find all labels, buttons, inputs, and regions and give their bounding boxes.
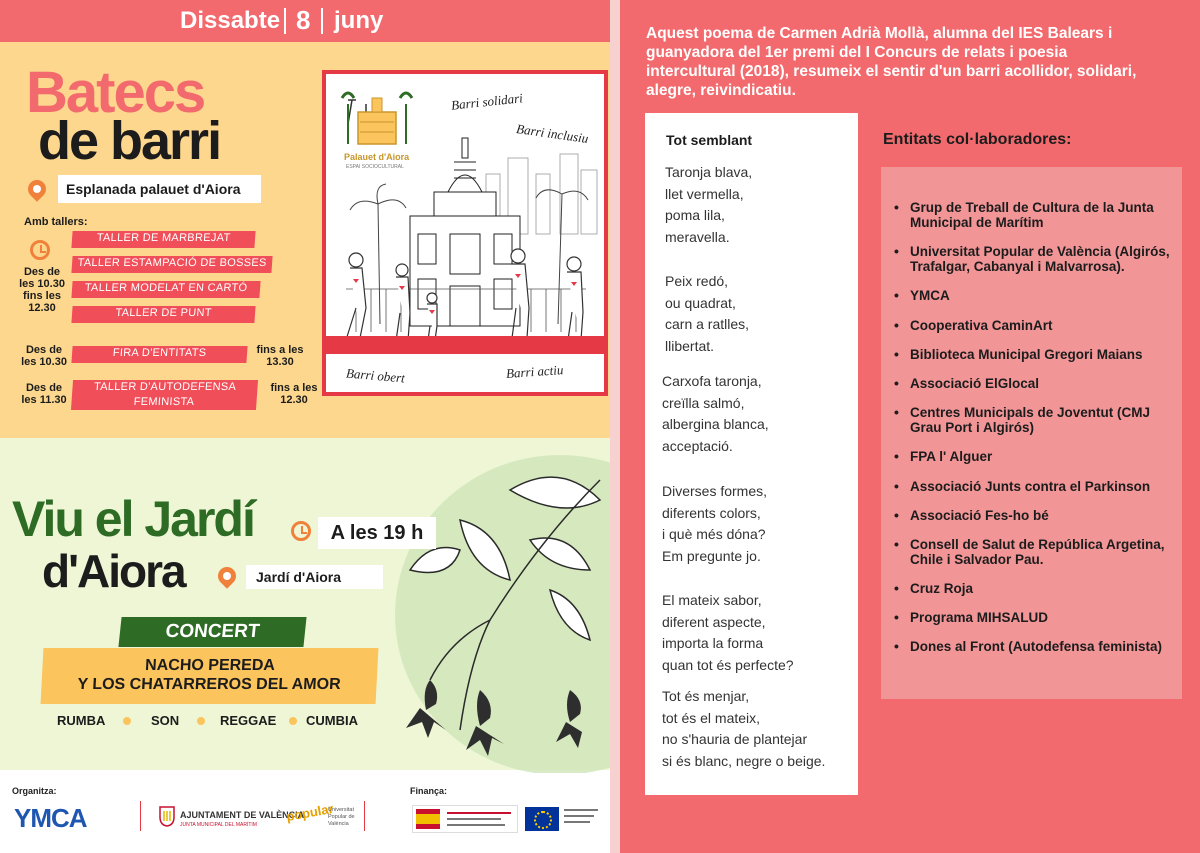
leaf — [510, 477, 600, 508]
poem-line: carn a ratlles, — [665, 316, 750, 332]
date-separator — [284, 8, 286, 34]
entity-item: • Centres Municipals de Joventut (CMJ Grau Port i Algirós) — [893, 405, 1178, 435]
poem-line: acceptació. — [662, 437, 733, 454]
ajuntament-logo: AJUNTAMENT DE VALÈNCIA — [180, 810, 305, 820]
poem-line: Carxofa taronja, — [662, 373, 762, 389]
coat-of-arms-icon — [158, 805, 176, 827]
entity-item: • FPA l' Alguer — [893, 449, 1178, 464]
event2-title-line1: Viu el Jardí — [12, 491, 254, 547]
eu-flag-icon — [525, 807, 559, 831]
caption-actiu: Barri actiu — [505, 362, 564, 381]
fuchsia-blossoms — [406, 680, 582, 756]
palauet-illustration — [322, 70, 608, 396]
genre-son: SON — [151, 713, 180, 728]
caption-obert: Barri obert — [345, 365, 406, 386]
event1-title-line1: Batecs — [26, 60, 205, 125]
entity-item: • Grup de Treball de Cultura de la Junta Municipal de Marítim — [893, 200, 1178, 230]
entity-item: • Programa MIHSALUD — [893, 610, 1178, 625]
leaf — [460, 520, 510, 580]
event2-time: A les 19 h — [318, 517, 436, 549]
logo-name: Palauet d'Aiora — [344, 152, 410, 162]
genre-dot — [289, 717, 297, 725]
poem-line: i què més dóna? — [662, 526, 766, 542]
genre-cumbia: CUMBIA — [306, 713, 358, 728]
fair-end-time: fins a les 13.30 — [256, 344, 304, 368]
genre-reggae: REGGAE — [220, 713, 277, 728]
eu-text — [564, 809, 598, 811]
fuchsia-flower-drawing — [390, 460, 610, 770]
poem-line: Em pregunte jo. — [662, 547, 761, 564]
popular-logo: popular — [285, 800, 335, 825]
entity-item: • Associació Fes-ho bé — [893, 508, 1178, 523]
event2-title-line2: d'Aiora — [42, 545, 185, 597]
ministry-logo — [412, 805, 518, 833]
workshops-time: Des de les 10.30 fins les 12.30 — [19, 266, 65, 314]
logo-subtitle: ESPAI SOCIOCULTURAL — [346, 164, 404, 170]
poem-line: Taronja blava, — [665, 164, 753, 180]
genre-rumba: RUMBA — [57, 713, 106, 728]
caption-inclusiu: Barri inclusiu — [515, 121, 590, 146]
poem-line: Tot és menjar, — [662, 688, 750, 704]
selfdefense-end-time: fins a les 12.30 — [270, 382, 318, 406]
concert-label: CONCERT — [118, 617, 306, 647]
date-separator — [321, 8, 323, 34]
entity-item: • Cruz Roja — [893, 581, 1178, 596]
poem-title: Tot semblant — [666, 132, 753, 148]
stem — [430, 620, 490, 680]
fair-start-time: Des de les 10.30 — [21, 344, 67, 368]
page-divider — [610, 0, 620, 853]
poem-line: llibertat. — [665, 337, 715, 354]
sponsors-footer — [0, 773, 610, 853]
poem-line: poma lila, — [665, 207, 725, 223]
caption-solidari: Barri solidari — [450, 90, 524, 113]
entity-item: • Dones al Front (Autodefensa feminista) — [893, 639, 1178, 654]
poem-line: creïlla salmó, — [662, 394, 745, 411]
universitat-logo: Universitat Popular de València — [328, 807, 355, 827]
poem-line: Peix redó, — [665, 273, 729, 289]
workshop-item: TALLER ESTAMPACIÓ DE BOSSES — [71, 256, 272, 273]
entities-title: Entitats col·laboradores: — [883, 131, 1072, 148]
entity-item: • YMCA — [893, 288, 1178, 303]
workshop-item: TALLER DE PUNT — [71, 306, 255, 323]
entity-item: • Associació ElGlocal — [893, 376, 1178, 391]
poem-line: llet vermella, — [665, 185, 744, 202]
eu-text — [564, 815, 594, 817]
leaf — [550, 590, 590, 640]
eu-text — [564, 821, 590, 823]
divider — [364, 801, 365, 831]
finanza-label: Finança: — [410, 786, 448, 796]
poem-line: ou quadrat, — [665, 294, 736, 311]
red-stripe — [326, 336, 604, 354]
poem-line: si és blanc, negre o beige. — [662, 752, 826, 769]
poem-line: tot és el mateix, — [662, 709, 761, 726]
clock-icon — [291, 521, 311, 541]
selfdefense-start-time: Des de les 11.30 — [21, 382, 67, 406]
intro-text: Aquest poema de Carmen Adrià Mollà, alumna del IES Balears i guanyadora del 1er premi del I Concurs de relats i poesia intercultural (2018), resumeix el sentir d'un barri acollidor, solidari, alegre, reivindicatiu. — [646, 25, 1137, 99]
workshop-item: TALLER MODELAT EN CARTÓ — [71, 281, 260, 298]
leaf — [410, 548, 460, 573]
workshops-heading: Amb tallers: — [24, 216, 88, 228]
selfdefense-label: TALLER D'AUTODEFENSA FEMINISTA — [71, 380, 258, 410]
event1-location: Esplanada palauet d'Aiora — [58, 175, 261, 203]
entity-item: • Associació Junts contra el Parkinson — [893, 479, 1178, 494]
month: juny — [334, 7, 384, 34]
genre-dot — [123, 717, 131, 725]
organiza-label: Organitza: — [12, 786, 57, 796]
palauet-drawing — [326, 74, 604, 392]
date-bar — [0, 0, 610, 42]
entities-list — [893, 200, 1178, 669]
palauet-logo-icon — [342, 93, 412, 144]
poem-line: no s'hauria de plantejar — [662, 731, 808, 747]
event2-location: Jardí d'Aiora — [246, 565, 383, 589]
fair-label: FIRA D'ENTITATS — [71, 346, 247, 363]
clock-icon — [30, 240, 50, 260]
day-name: Dissabte — [180, 7, 281, 34]
poem-line: albergina blanca, — [662, 416, 769, 432]
poem-line: diferent aspecte, — [662, 613, 766, 630]
poem-line: importa la forma — [662, 635, 764, 651]
poem-line: El mateix sabor, — [662, 592, 762, 608]
entity-item: • Cooperativa CaminArt — [893, 318, 1178, 333]
entity-item: • Universitat Popular de València (Algirós, Trafalgar, Cabanyal i Malvarrosa). — [893, 244, 1178, 274]
genre-dot — [197, 717, 205, 725]
entity-item: • Biblioteca Municipal Gregori Maians — [893, 347, 1178, 362]
poem-line: diferents colors, — [662, 504, 761, 521]
day-number: 8 — [296, 5, 311, 35]
event1-title-line2: de barri — [38, 111, 221, 171]
leaf — [530, 538, 590, 570]
ymca-logo: YMCA — [14, 803, 87, 833]
band-name: NACHO PEREDA Y LOS CHATARREROS DEL AMOR — [41, 648, 379, 704]
poem-line: Diverses formes, — [662, 483, 768, 499]
poem-line: meravella. — [665, 228, 730, 245]
poem-line: quan tot és perfecte? — [662, 656, 794, 673]
workshop-item: TALLER DE MARBREJAT — [71, 231, 255, 248]
junta-logo: JUNTA MUNICIPAL DEL MARÍTIM — [180, 822, 257, 828]
divider — [140, 801, 141, 831]
entity-item: • Consell de Salut de República Argetina, Chile i Salvador Pau. — [893, 537, 1178, 567]
